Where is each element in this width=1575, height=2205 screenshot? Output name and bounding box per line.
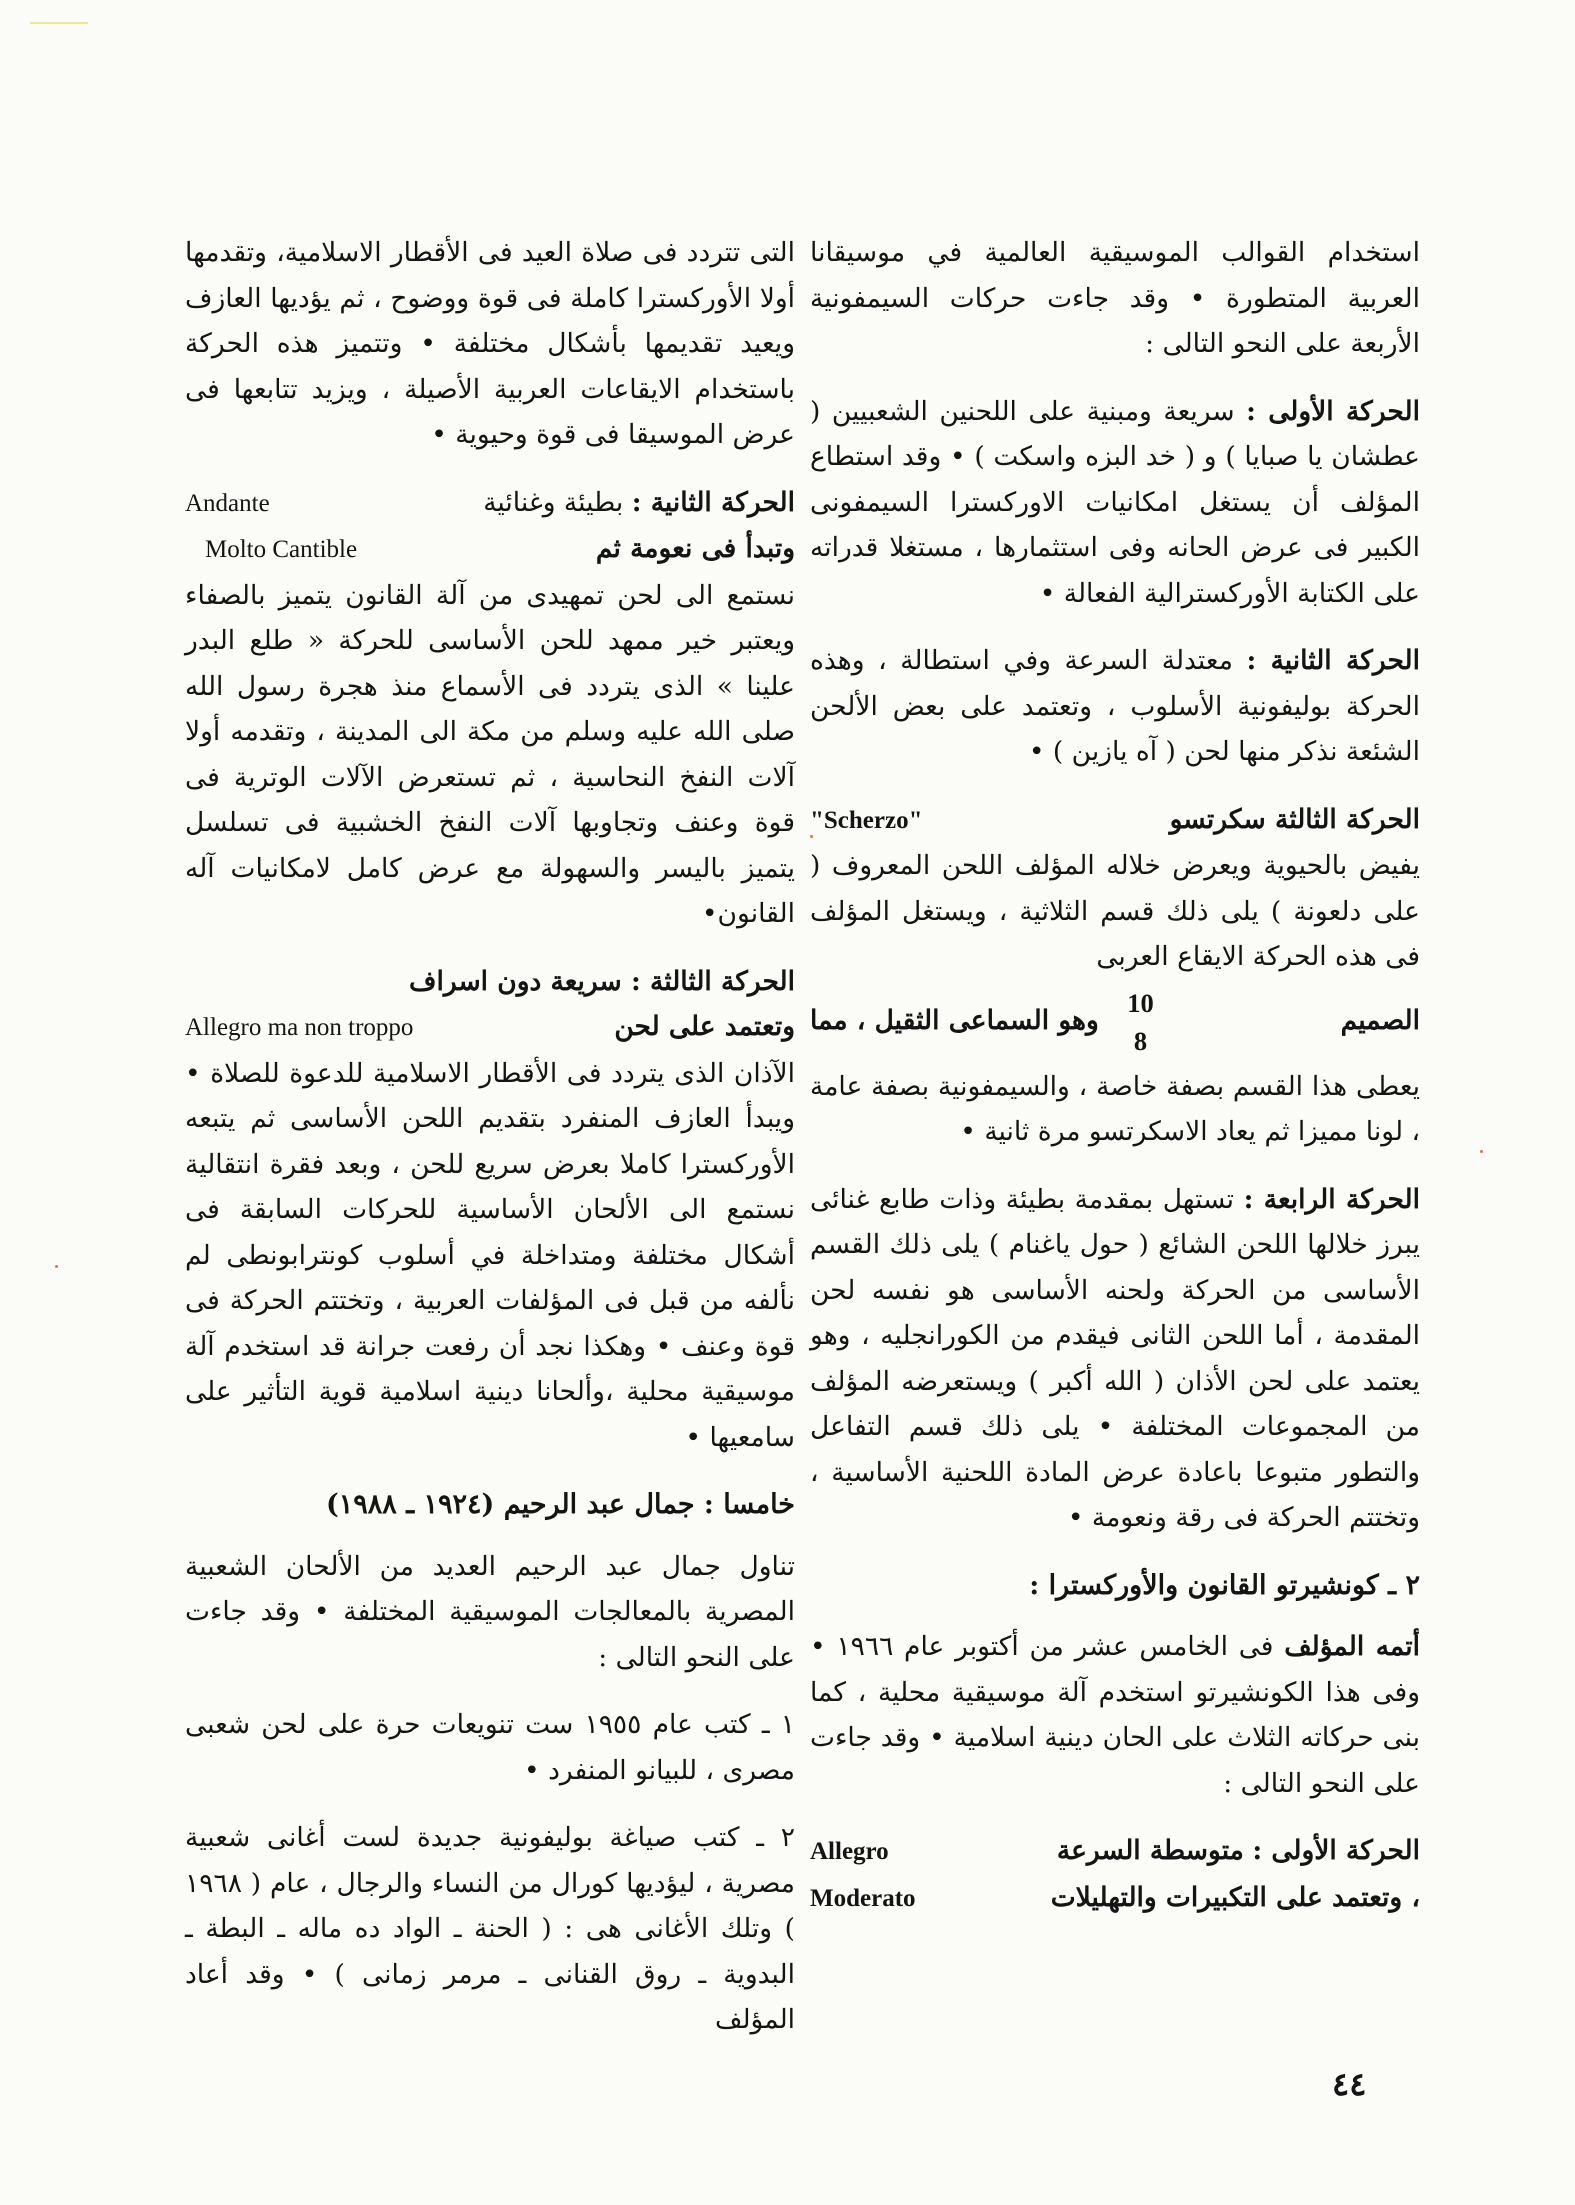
concerto-movement-2-heading-row	[185, 480, 795, 527]
list-item-1: ١ ـ كتب عام ١٩٥٥ ست تنويعات حرة على لحن شعبى مصرى ، للبيانو المنفرد •	[185, 1709, 796, 1786]
movement-4-heading: الحركة الرابعة :	[1243, 1183, 1420, 1215]
section-fifth-heading: خامسا : جمال عبد الرحيم (١٩٢٤ ـ ١٩٨٨)	[326, 1489, 795, 1520]
movement-1-text: سريعة ومبنية على اللحنين الشعبيين ( عطشان يا صبايا ) و ( خد البزه واسكت ) • وقد استطاع المؤلف أن يستغل امكانيات الاوركسترا السيمفونى الكبير فى عرض الحانه وفى استثمارها ، مستغلا قدراته على الكتابة الأوركسترالية الفعالة •	[810, 395, 1420, 609]
concerto-movement-2-block	[185, 480, 795, 937]
concerto-lead: أتمه المؤلف	[1284, 1631, 1420, 1662]
concerto-movement-3-heading: الحركة الثالثة :	[630, 965, 795, 997]
movement-2-paragraph	[810, 638, 1420, 775]
right-column	[810, 230, 1420, 1921]
concerto-paragraph	[810, 1624, 1420, 1806]
movement-2-text: معتدلة السرعة وفي استطالة ، وهذه الحركة بوليفونية الأسلوب ، وتعتمد على بعض الألحن الشئعة نذكر منها لحن ( آه يازين ) •	[810, 645, 1420, 767]
list-item-2: ٢ ـ كتب صياغة بوليفونية جديدة لست أغانى شعبية مصرية ، ليؤديها كورال من النساء والرجال ، عام ( ١٩٦٨ ) وتلك الأغانى هى : ( الحنة ـ الواد ده ماله ـ البطة ـ البدوية ـ روق القنانى ـ مرمر زمانى ) • وقد أعاد المؤلف	[185, 1822, 795, 2035]
concerto-movement-2-desc: بطيئة وغنائية	[483, 486, 624, 518]
concerto-movement-1-block	[810, 1828, 1420, 1921]
concerto-movement-2-text-a: وتبدأ فى نعومة ثم	[595, 533, 795, 564]
concerto-movement-3-block	[185, 959, 795, 1461]
concerto-movement-2-row-2	[185, 526, 795, 573]
section-fifth-paragraph: تناول جمال عبد الرحيم العديد من الألحان الشعبية المصرية بالمعالجات الموسيقية المختلفة • وقد جاءت على النحو التالى :	[185, 1550, 795, 1673]
concerto-movement-3-term: Allegro ma non troppo	[185, 1014, 414, 1041]
ink-speck	[1480, 1150, 1483, 1153]
movement-3-block	[810, 797, 1420, 1155]
movement-3-text: يفيض بالحيوية ويعرض خلاله المؤلف اللحن المعروف ( على دلعونة ) يلى ذلك قسم الثلاثية ، ويستغل المؤلف فى هذه الحركة الايقاع العربى	[810, 850, 1420, 972]
intro-paragraph: استخدام القوالب الموسيقية العالمية في موسيقانا العربية المتطورة • وقد جاءت حركات السيمفونية الأربعة على النحو التالى :	[810, 237, 1420, 359]
movement-4-text: تستهل بمقدمة بطيئة وذات طابع غنائى يبرز خلالها اللحن الشائع ( حول ياغنام ) يلى ذلك القسم الأساسى من الحركة ولحنه الأساسى هو نفسه لحن المقدمة ، أما اللحن الثانى فيقدم من الكورانجليه ، وهو يعتمد على لحن الأذان ( الله أكبر ) ويستعرضه المؤلف من المجموعات المختلفة • يلى ذلك قسم التفاعل والتطور متبوعا باعادة عرض المادة اللحنية الأساسية ، وتختتم الحركة فى رقة ونعومة •	[810, 1183, 1420, 1533]
movement-4-paragraph	[810, 1177, 1420, 1541]
concerto-movement-3-row	[185, 1004, 795, 1051]
meter-bottom: 8	[1133, 1025, 1148, 1056]
concerto-movement-2-text: نستمع الى لحن تمهيدى من آلة القانون يتميز بالصفاء ويعتبر خير ممهد للحن الأساسى للحركة « طلع البدر علينا » الذى يتردد فى الأسماع منذ هجرة رسول الله صلى الله عليه وسلم من مكة الى المدينة ، وتقدمه أولا آلات النفخ النحاسية ، ثم تستعرض الآلات الوترية فى قوة وعنف وتجاوبها آلات النفخ الخشبية فى تسلسل يتميز باليسر والسهولة مع عرض كامل لامكانيات آله القانون•	[185, 579, 795, 929]
corner-mark	[30, 22, 88, 24]
meter-top: 10	[1127, 987, 1154, 1018]
concerto-movement-3-text-a: وتعتمد على لحن	[614, 1011, 795, 1042]
page-number: ٤٤	[1332, 2065, 1367, 2103]
concerto-movement-1-text-b: ، وتعتمد على التكبيرات والتهليلات	[1050, 1881, 1420, 1913]
concerto-movement-2-term-b: Molto Cantible	[205, 536, 358, 563]
movement-3-term: "Scherzo"	[810, 806, 923, 834]
concerto-movement-3-desc: سريعة دون اسراف	[409, 965, 622, 997]
concerto-movement-3-text: الآذان الذى يتردد فى الأقطار الاسلامية للدعوة للصلاة • ويبدأ العازف المنفرد بتقديم اللحن الأساسى ثم يتبعه الأوركسترا كاملا بعرض سريع للحن ، وبعد فقرة انتقالية نستمع الى الألحان الأساسية للحركات السابقة فى أشكال مختلفة ومتداخلة في أسلوب كونترابونطى لم نألفه من قبل فى المؤلفات العربية ، وتختتم الحركة فى قوة وعنف • وهكذا نجد أن رفعت جرانة قد استخدم آلة موسيقية محلية ،وألحانا دينية اسلامية قوية التأثير على سامعيها •	[185, 1057, 795, 1453]
concerto-movement-1-heading: الحركة الأولى :	[1252, 1835, 1420, 1866]
concerto-movement-3-heading-line	[185, 959, 795, 1005]
movement-3-meter-row	[810, 984, 1420, 1060]
concerto-movement-2-heading: الحركة الثانية :	[631, 486, 795, 518]
movement-3-heading-row	[810, 797, 1420, 844]
movement-1-heading: الحركة الأولى :	[1246, 395, 1420, 427]
movement-3-heading: الحركة الثالثة سكرتسو	[1169, 803, 1420, 835]
concerto-movement-1-term-b: Moderato	[810, 1884, 916, 1912]
movement-3-word: الصميم	[1340, 1004, 1420, 1036]
concerto-movement-1-text: متوسطة السرعة	[1056, 1835, 1244, 1866]
concerto-movement-1-row-2	[810, 1875, 1420, 1922]
time-signature	[1127, 984, 1154, 1060]
concerto-movement-1-term-a: Allegro	[810, 1838, 889, 1865]
ink-speck	[55, 1265, 58, 1268]
movement-2-heading: الحركة الثانية :	[1246, 645, 1420, 676]
movement-3-text-continued: يعطى هذا القسم بصفة خاصة ، والسيمفونية بصفة عامة ، لونا مميزا ثم يعاد الاسكرتسو مرة ثانية •	[810, 1070, 1420, 1147]
concerto-heading: ٢ ـ كونشيرتو القانون والأوركسترا :	[1029, 1569, 1420, 1601]
left-column	[185, 230, 795, 2065]
movement-1-paragraph	[810, 389, 1420, 617]
concerto-text: فى الخامس عشر من أكتوبر عام ١٩٦٦ • وفى هذا الكونشيرتو استخدم آلة موسيقية محلية ، كما بنى حركاته الثلاث على الحان دينية اسلامية • وقد جاءت على النحو التالى :	[810, 1631, 1420, 1799]
concerto-movement-2-term-a: Andante	[185, 489, 270, 517]
concerto-movement-1-row	[810, 1828, 1420, 1875]
continuation-paragraph: التى تتردد فى صلاة العيد فى الأقطار الاسلامية، وتقدمها أولا الأوركسترا كاملة فى قوة ووضوح ، ثم يؤديها العازف ويعيد تقديمها بأشكال مختلفة • وتتميز هذه الحركة باستخدام الايقاعات العربية الأصيلة ، ويزيد تتابعها فى عرض الموسيقا فى قوة وحيوية •	[185, 237, 795, 450]
movement-3-meter-text: وهو السماعى الثقيل ، مما	[810, 1004, 1099, 1036]
